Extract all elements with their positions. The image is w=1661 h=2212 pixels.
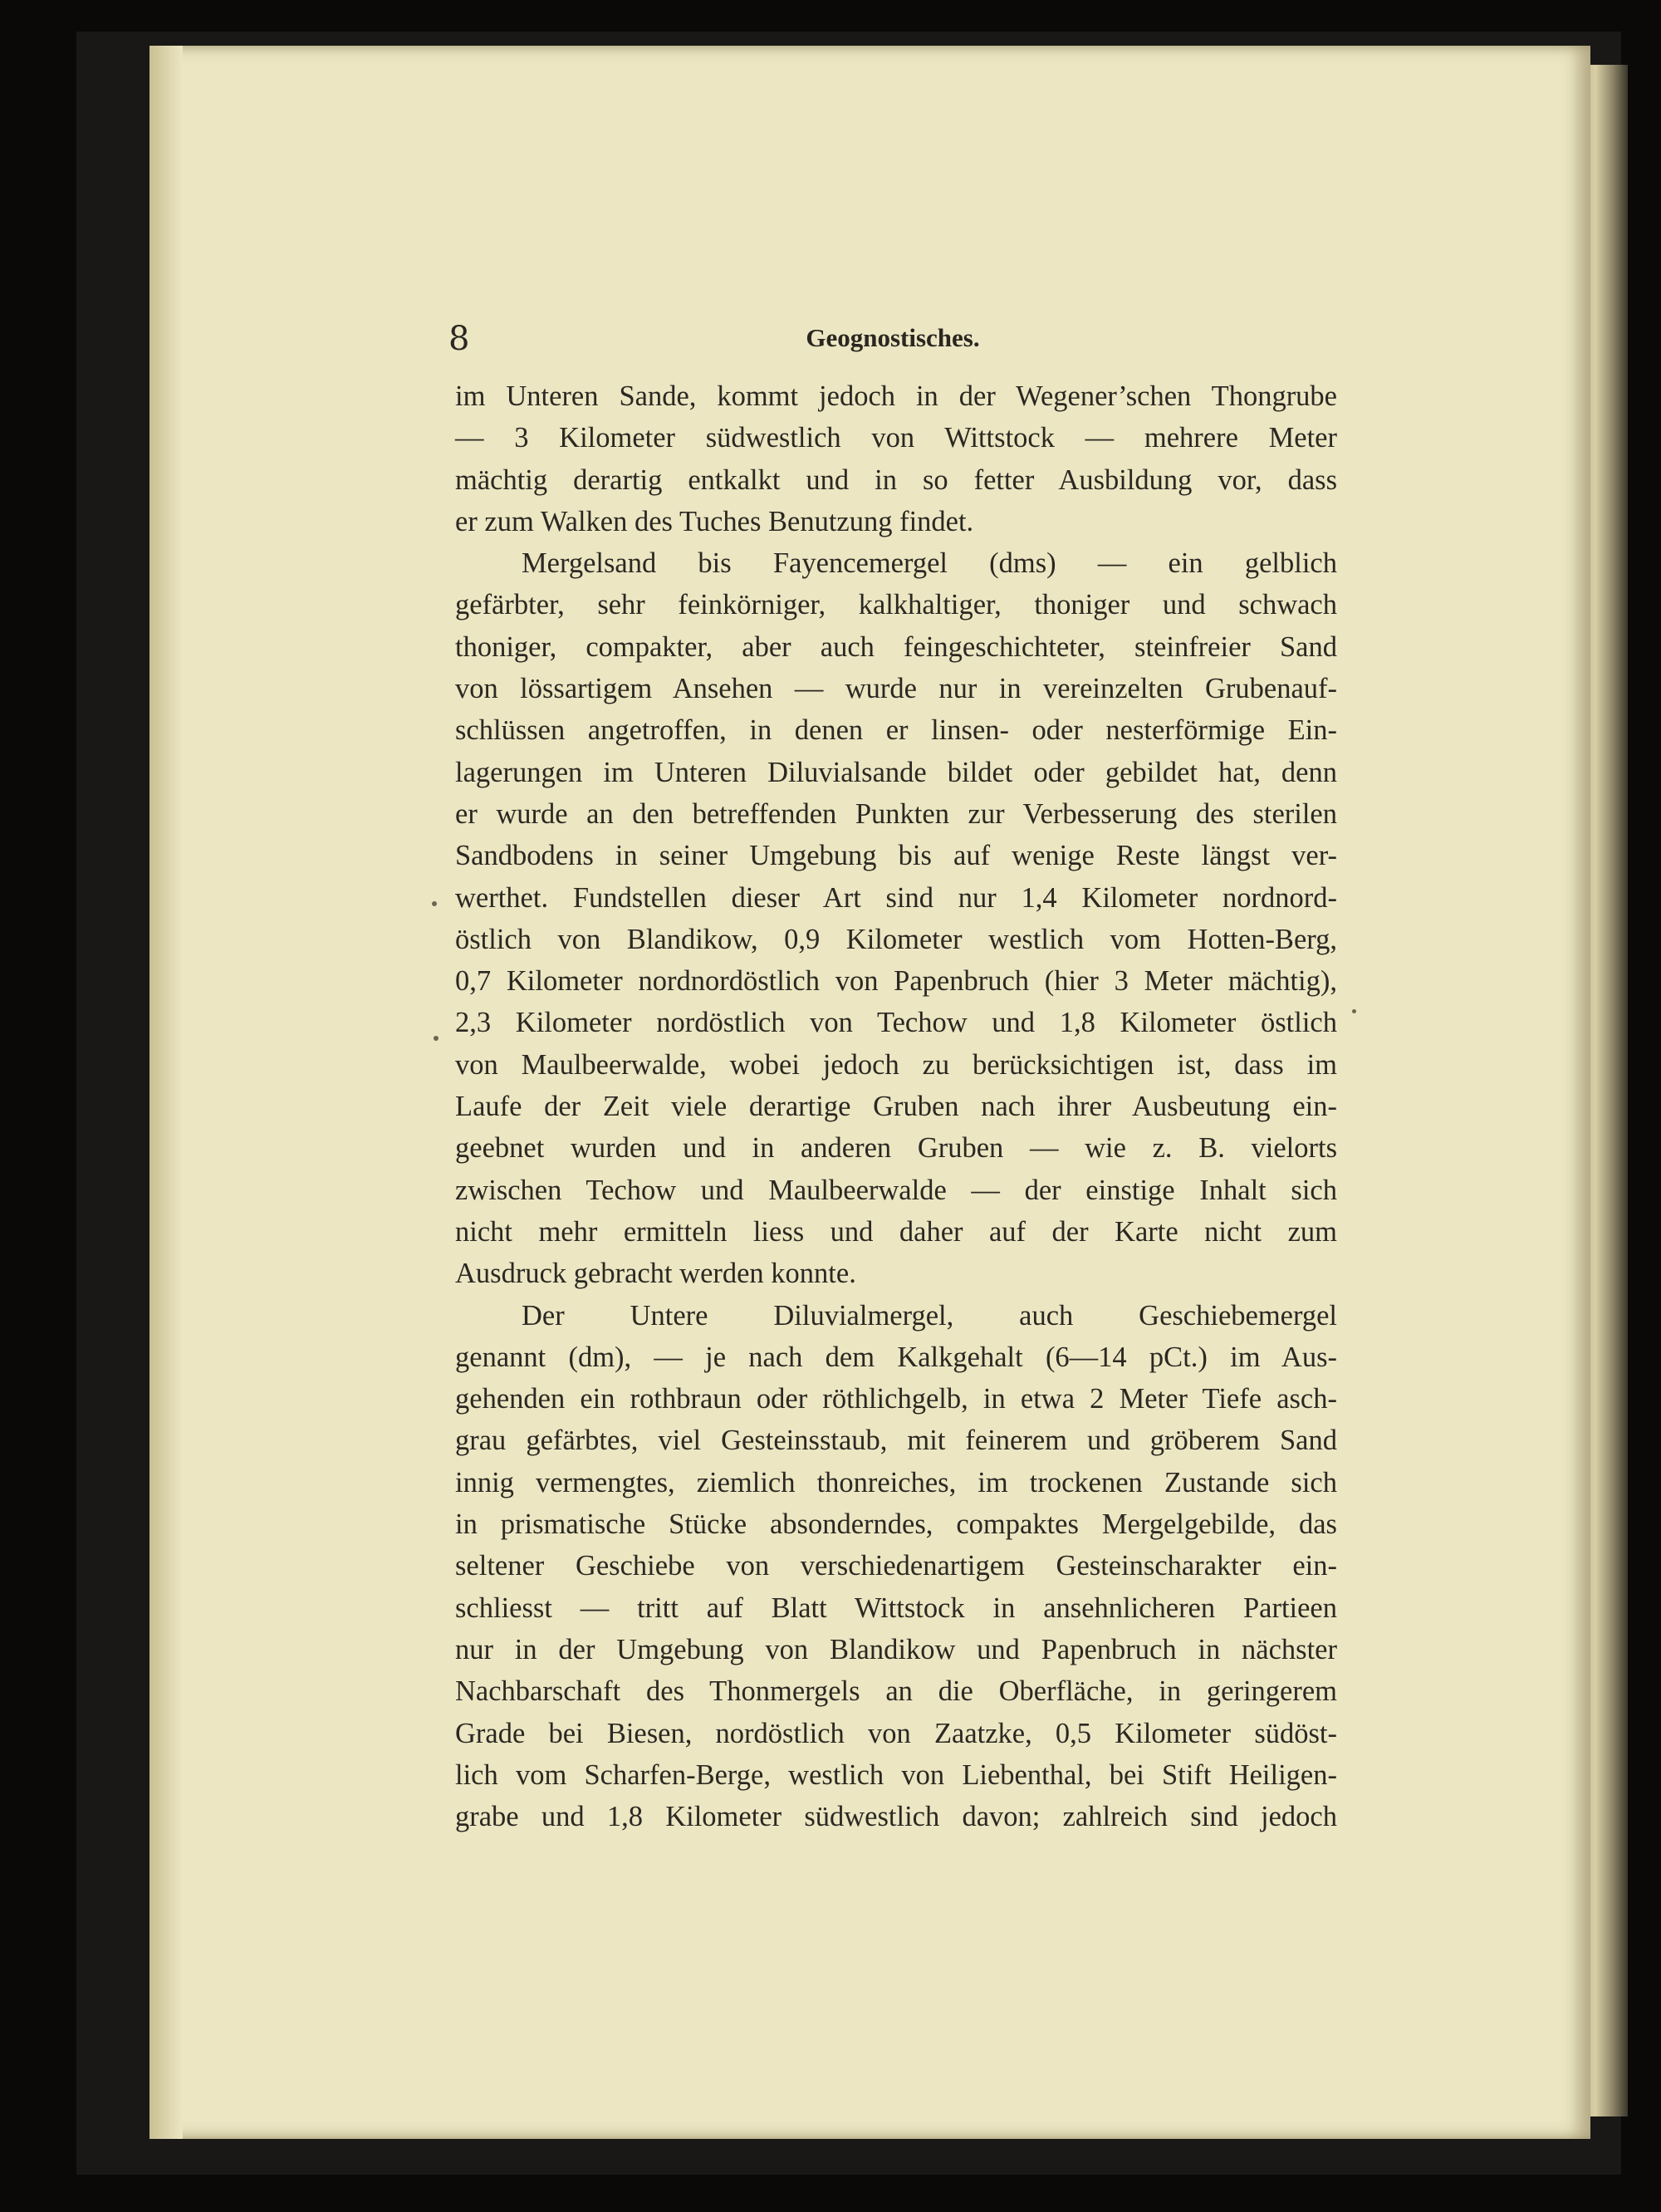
text-line: geebnet wurden und in anderen Gruben — wie z. B. vielorts: [455, 1132, 1337, 1165]
text-line: thoniger, compakter, aber auch feingeschichteter, steinfreier Sand: [455, 630, 1337, 663]
text-line: von Maulbeerwalde, wobei jedoch zu berücksichtigen ist, dass im: [455, 1048, 1337, 1081]
text-line: gefärbter, sehr feinkörniger, kalkhaltiger, thoniger und schwach: [455, 589, 1337, 621]
text-line: schlüssen angetroffen, in denen er linsen- oder nesterförmige Ein-: [455, 714, 1337, 747]
text-line: östlich von Blandikow, 0,9 Kilometer westlich vom Hotten-Berg,: [455, 923, 1337, 955]
text-line: lich vom Scharfen-Berge, westlich von Liebenthal, bei Stift Heiligen-: [455, 1758, 1337, 1791]
text-line: Ausdruck gebracht werden konnte.: [455, 1258, 856, 1290]
margin-speck: [434, 1036, 439, 1041]
text-line: Nachbarschaft des Thonmergels an die Oberfläche, in geringerem: [455, 1675, 1337, 1708]
text-line: von lössartigem Ansehen — wurde nur in vereinzelten Grubenauf-: [455, 673, 1337, 705]
text-line: genannt (dm), — je nach dem Kalkgehalt (6—14 pCt.) im Aus-: [455, 1341, 1337, 1373]
text-line: schliesst — tritt auf Blatt Wittstock in ansehnlicheren Partieen: [455, 1592, 1337, 1624]
text-line: im Unteren Sande, kommt jedoch in der Wegener’schen Thongrube: [455, 380, 1337, 412]
text-line: innig vermengtes, ziemlich thonreiches, im trockenen Zustande sich: [455, 1466, 1337, 1498]
text-line: Der Untere Diluvialmergel, auch Geschiebemergel: [522, 1299, 1337, 1332]
text-line: nur in der Umgebung von Blandikow und Papenbruch in nächster: [455, 1633, 1337, 1665]
text-line: 0,7 Kilometer nordnordöstlich von Papenbruch (hier 3 Meter mächtig),: [455, 965, 1337, 998]
text-line: er zum Walken des Tuches Benutzung findet.: [455, 505, 974, 537]
text-line: grau gefärbtes, viel Gesteinsstaub, mit feinerem und gröberem Sand: [455, 1425, 1337, 1457]
margin-speck: [1352, 1009, 1356, 1013]
page-gutter-shadow: [149, 46, 183, 2139]
text-line: Grade bei Biesen, nordöstlich von Zaatzke, 0,5 Kilometer südöst-: [455, 1717, 1337, 1749]
text-line: lagerungen im Unteren Diluvialsande bildet oder gebildet hat, denn: [455, 756, 1337, 788]
text-line: grabe und 1,8 Kilometer südwestlich davon; zahlreich sind jedoch: [455, 1801, 1337, 1833]
text-line: in prismatische Stücke absonderndes, compaktes Mergelgebilde, das: [455, 1508, 1337, 1541]
text-line: gehenden ein rothbraun oder röthlichgelb, in etwa 2 Meter Tiefe asch-: [455, 1383, 1337, 1415]
text-line: er wurde an den betreffenden Punkten zur Verbesserung des sterilen: [455, 797, 1337, 830]
margin-speck: [432, 901, 437, 906]
page-header: [448, 320, 1337, 361]
text-line: seltener Geschiebe von verschiedenartigem Gesteinscharakter ein-: [455, 1550, 1337, 1582]
text-line: 2,3 Kilometer nordöstlich von Techow und 1,8 Kilometer östlich: [455, 1007, 1337, 1039]
text-line: werthet. Fundstellen dieser Art sind nur 1,4 Kilometer nordnord-: [455, 881, 1337, 914]
text-line: mächtig derartig entkalkt und in so fetter Ausbildung vor, dass: [455, 463, 1337, 496]
text-line: Mergelsand bis Fayencemergel (dms) — ein gelblich: [522, 547, 1337, 580]
body-text: [455, 375, 1337, 1837]
text-line: Laufe der Zeit viele derartige Gruben nach ihrer Ausbeutung ein-: [455, 1091, 1337, 1123]
text-line: zwischen Techow und Maulbeerwalde — der einstige Inhalt sich: [455, 1174, 1337, 1206]
text-line: nicht mehr ermitteln liess und daher auf der Karte nicht zum: [455, 1215, 1337, 1248]
text-line: Sandbodens in seiner Umgebung bis auf wenige Reste längst ver-: [455, 840, 1337, 872]
text-line: — 3 Kilometer südwestlich von Wittstock — mehrere Meter: [455, 422, 1337, 454]
running-head: Geognostisches.: [806, 323, 980, 352]
page-number: 8: [448, 320, 470, 358]
